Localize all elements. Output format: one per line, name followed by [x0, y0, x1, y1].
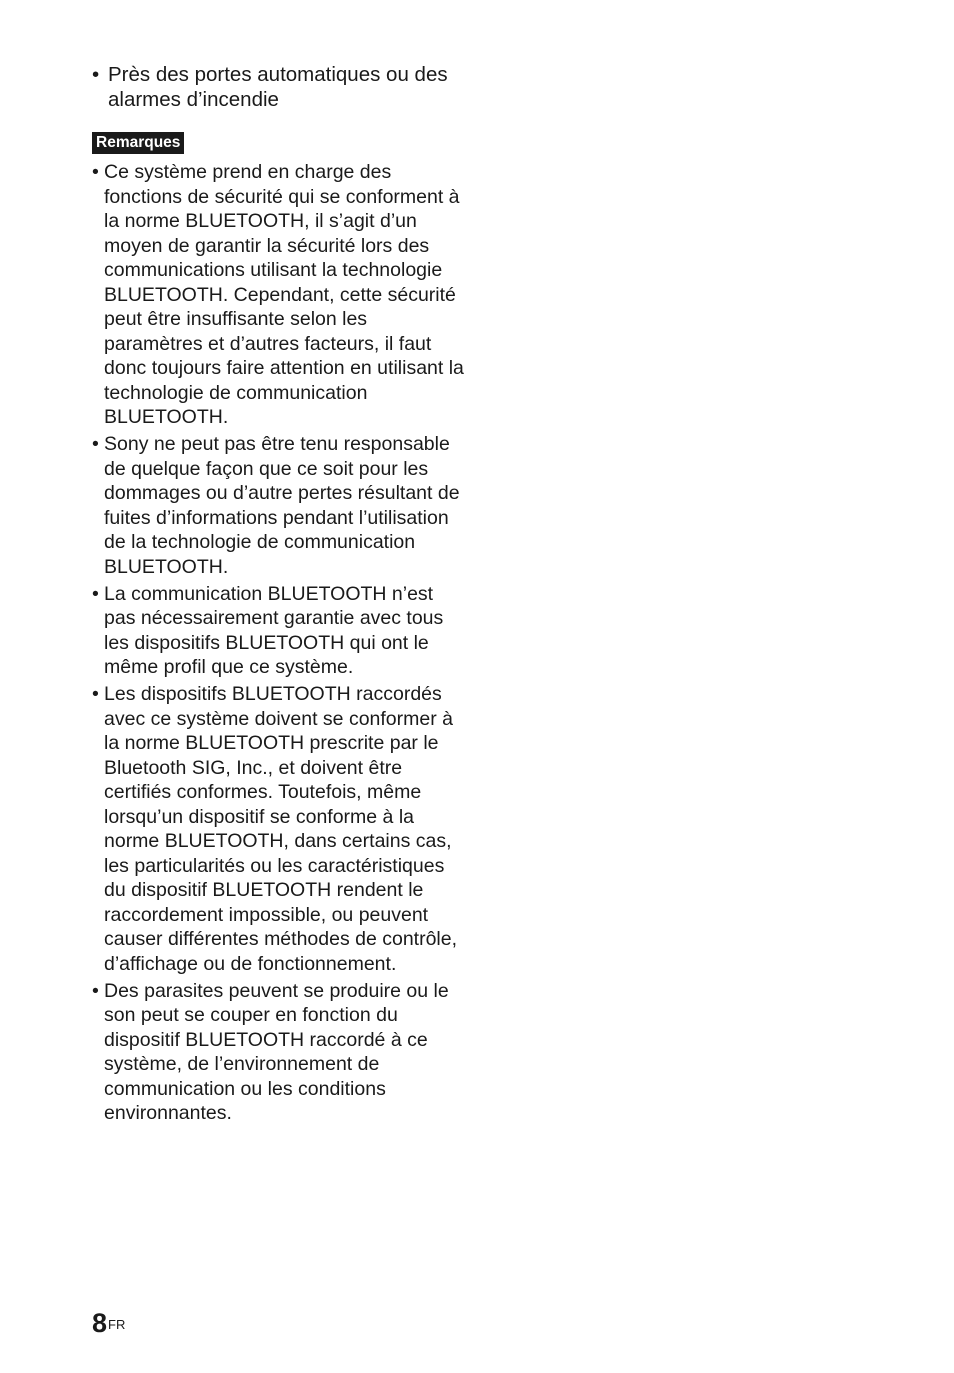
note-item [92, 432, 464, 579]
note-item [92, 160, 464, 430]
bullet-glyph: • [92, 683, 99, 705]
bullet-glyph: • [92, 63, 100, 86]
bullet-glyph: • [92, 433, 99, 455]
note-text: La communication BLUETOOTH n’est pas nécessairement garantie avec tous les dispositifs BLUETOOTH qui ont le même profil que ce système. [104, 582, 444, 678]
notes-list [92, 160, 464, 1126]
page-number-value: 8 [92, 1308, 108, 1338]
bullet-glyph: • [92, 161, 99, 183]
note-text: Les dispositifs BLUETOOTH raccordés avec ce système doivent se conformer à la norme BLUETOOTH prescrite par le Bluetooth SIG, Inc., et doivent être certifiés conformes. Toutefois, même lorsqu’un dispositif se conforme à la norme BLUETOOTH, dans certains cas, les particularités ou les caractéristiques du dispositif BLUETOOTH rendent le raccordement impossible, ou peuvent causer différentes méthodes de contrôle, d’affichage ou de fonctionnement. [104, 683, 458, 975]
note-text: Sony ne peut pas être tenu responsable de quelque façon que ce soit pour les dommages ou d’autre pertes résultant de fuites d’informations pendant l’utilisation de la technologie de communication BLUETOOTH. [104, 433, 460, 578]
notes-section [92, 112, 464, 1126]
intro-bullet-item [92, 62, 464, 112]
bullet-glyph: • [92, 979, 99, 1002]
notes-heading-badge: Remarques [92, 132, 184, 154]
note-item [92, 979, 464, 1126]
text-column [92, 62, 464, 1128]
page-number [92, 1306, 125, 1340]
intro-bullet-text: Près des portes automatiques ou des alarmes d’incendie [108, 63, 448, 111]
note-text: Des parasites peuvent se produire ou le son peut se couper en fonction du dispositif BLUETOOTH raccordé à ce système, de l’environnement de communication ou les conditions environnantes. [104, 979, 449, 1124]
note-item [92, 682, 464, 976]
note-text: Ce système prend en charge des fonctions de sécurité qui se conforment à la norme BLUETOOTH, il s’agit d’un moyen de garantir la sécurité lors des communications utilisant la technologie BLUETOOTH. Cependant, cette sécurité peut être insuffisante selon les paramètres et d’autres facteurs, il faut donc toujours faire attention en utilisant la technologie de communication BLUETOOTH. [104, 161, 464, 428]
note-item [92, 582, 464, 680]
page-language-code: FR [108, 1317, 126, 1332]
bullet-glyph: • [92, 582, 99, 605]
